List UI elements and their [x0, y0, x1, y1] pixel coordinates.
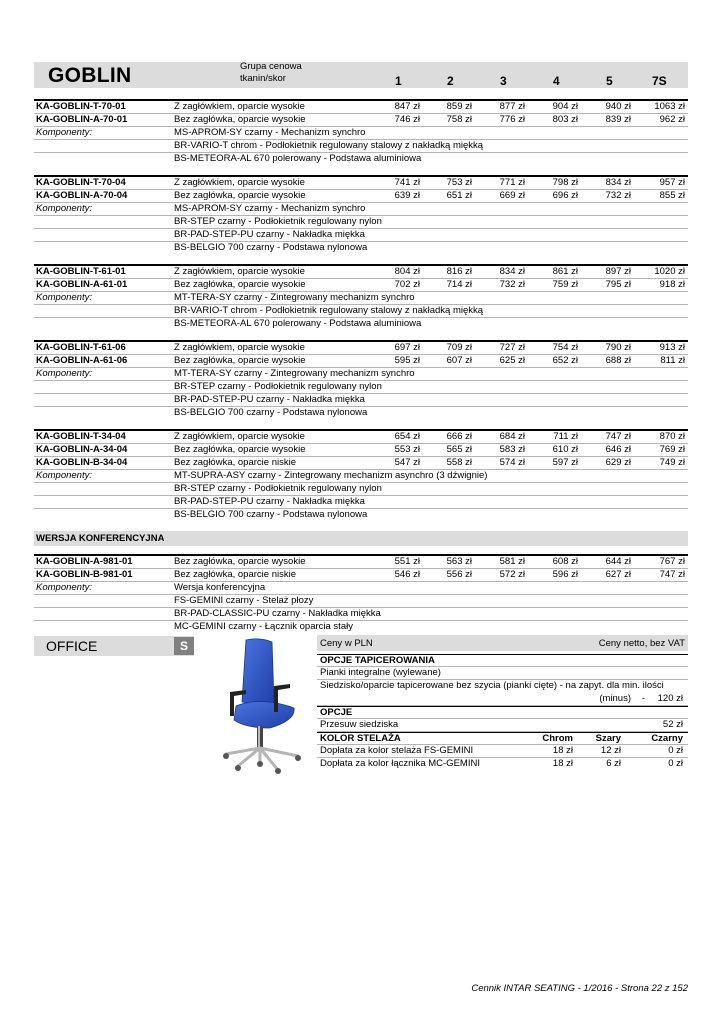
price-group-4-value: 608 zł — [552, 556, 578, 567]
price-group-4-value: 759 zł — [552, 279, 578, 290]
component-row — [34, 621, 688, 634]
price-group-5-value: 897 zł — [605, 266, 631, 277]
price-group-4-value: 803 zł — [552, 114, 578, 125]
price-group-2-value: 714 zł — [446, 279, 472, 290]
component-item: MT-TERA-SY czarny - Zintegrowany mechanizm synchro — [174, 368, 415, 379]
component-row — [34, 470, 688, 483]
product-block — [34, 175, 688, 255]
price-group-6-value: 769 zł — [659, 444, 685, 455]
product-description: Z zagłówkiem, oparcie wysokie — [174, 266, 305, 277]
frame-surcharge-black: 0 zł — [668, 745, 683, 756]
component-item: MS-APROM-SY czarny - Mechanizm synchro — [174, 203, 366, 214]
price-group-4-value: 798 zł — [552, 177, 578, 188]
product-code: KA-GOBLIN-A-981-01 — [36, 556, 133, 567]
product-block — [34, 340, 688, 420]
price-group-4-value: 596 zł — [552, 569, 578, 580]
component-row — [34, 509, 688, 522]
price-group-col-7s: 7S — [652, 74, 667, 88]
price-group-5-value: 795 zł — [605, 279, 631, 290]
product-code: KA-GOBLIN-T-61-01 — [36, 266, 126, 277]
frame-col-grey: Szary — [595, 733, 621, 744]
component-row — [34, 483, 688, 496]
frame-surcharge-chrome: 18 zł — [552, 745, 573, 756]
upholstery-cut-foam: Siedzisko/oparcie tapicerowane bez szycia (pianki cięte) - na zapyt. dla min. ilości — [320, 680, 664, 691]
price-group-5-value: 747 zł — [605, 431, 631, 442]
connector-surcharge-grey: 6 zł — [606, 758, 621, 769]
price-group-6-value: 957 zł — [659, 177, 685, 188]
price-group-3-value: 684 zł — [499, 431, 525, 442]
price-group-1-value: 847 zł — [394, 101, 420, 112]
price-group-6-value: 913 zł — [659, 342, 685, 353]
product-row — [34, 355, 688, 368]
product-description: Bez zagłówka, oparcie niskie — [174, 569, 296, 580]
price-group-1-value: 697 zł — [394, 342, 420, 353]
minus-label: (minus) — [599, 693, 631, 704]
component-row — [34, 229, 688, 242]
conference-section-bar — [34, 531, 688, 546]
series-badge: S — [174, 637, 194, 655]
price-group-col-3: 3 — [500, 74, 507, 88]
options-table — [317, 635, 688, 771]
product-description: Z zagłówkiem, oparcie wysokie — [174, 342, 305, 353]
component-item: Wersja konferencyjna — [174, 582, 266, 593]
component-item: BS-BELGIO 700 czarny - Podstawa nylonowa — [174, 242, 368, 253]
price-group-5-value: 629 zł — [605, 457, 631, 468]
component-item: MT-SUPRA-ASY czarny - Zintegrowany mechanizm asynchro (3 dźwignie) — [174, 470, 488, 481]
office-chair-image — [212, 636, 302, 774]
seat-slide-value: 52 zł — [662, 719, 683, 730]
price-group-6-value: 870 zł — [659, 431, 685, 442]
price-group-4-value: 597 zł — [552, 457, 578, 468]
options-title: OPCJE — [320, 707, 353, 718]
product-row — [34, 444, 688, 457]
price-group-3-value: 771 zł — [499, 177, 525, 188]
component-row — [34, 318, 688, 331]
product-row — [34, 190, 688, 203]
product-row — [34, 556, 688, 569]
price-group-2-value: 651 zł — [446, 190, 472, 201]
components-label: Komponenty: — [36, 203, 92, 214]
product-code: KA-GOBLIN-A-61-01 — [36, 279, 128, 290]
product-block — [34, 99, 688, 166]
page-footer: Cennik INTAR SEATING - 1/2016 - Strona 22 z 152 — [471, 983, 688, 994]
product-code: KA-GOBLIN-T-61-06 — [36, 342, 126, 353]
office-category — [34, 636, 194, 656]
product-row — [34, 342, 688, 355]
product-description: Z zagłówkiem, oparcie wysokie — [174, 431, 305, 442]
product-row — [34, 114, 688, 127]
minus-value: 120 zł — [657, 693, 683, 704]
price-group-5-value: 790 zł — [605, 342, 631, 353]
component-item: BR-VARIO-T chrom - Podłokietnik regulowany stalowy z nakładką miękką — [174, 305, 484, 316]
price-group-1-value: 595 zł — [394, 355, 420, 366]
product-description: Bez zagłówka, oparcie wysokie — [174, 114, 306, 125]
frame-surcharge-grey: 12 zł — [600, 745, 621, 756]
component-item: BS-METEORA-AL 670 polerowany - Podstawa aluminiowa — [174, 318, 422, 329]
product-code: KA-GOBLIN-A-61-06 — [36, 355, 128, 366]
upholstery-minus-row — [317, 693, 688, 706]
price-group-line-1: Grupa cenowa — [240, 61, 302, 72]
price-group-6-value: 1020 zł — [654, 266, 685, 277]
product-description: Bez zagłówka, oparcie niskie — [174, 457, 296, 468]
product-description: Bez zagłówka, oparcie wysokie — [174, 444, 306, 455]
price-group-5-value: 646 zł — [605, 444, 631, 455]
product-row — [34, 569, 688, 582]
minus-dash: - — [641, 693, 645, 704]
component-item: BR-STEP czarny - Podłokietnik regulowany nylon — [174, 381, 382, 392]
price-group-3-value: 625 zł — [499, 355, 525, 366]
product-code: KA-GOBLIN-B-34-04 — [36, 457, 128, 468]
component-row — [34, 608, 688, 621]
connector-surcharge-black: 0 zł — [668, 758, 683, 769]
frame-col-black: Czarny — [651, 733, 683, 744]
price-group-1-value: 547 zł — [394, 457, 420, 468]
price-group-3-value: 776 zł — [499, 114, 525, 125]
price-group-label — [240, 61, 302, 85]
product-code: KA-GOBLIN-B-981-01 — [36, 569, 133, 580]
price-group-col-2: 2 — [447, 74, 454, 88]
price-group-4-value: 696 zł — [552, 190, 578, 201]
product-row — [34, 266, 688, 279]
component-row — [34, 140, 688, 153]
price-group-1-value: 746 zł — [394, 114, 420, 125]
price-group-6-value: 918 zł — [659, 279, 685, 290]
upholstery-row-1 — [317, 667, 688, 680]
options-header — [317, 635, 688, 651]
components-label: Komponenty: — [36, 582, 92, 593]
product-block — [34, 554, 688, 634]
components-label: Komponenty: — [36, 292, 92, 303]
components-label: Komponenty: — [36, 127, 92, 138]
upholstery-title-row — [317, 654, 688, 667]
price-group-4-value: 711 zł — [553, 431, 578, 442]
product-code: KA-GOBLIN-A-34-04 — [36, 444, 128, 455]
product-block — [34, 429, 688, 522]
component-row — [34, 242, 688, 255]
product-description: Bez zagłówka, oparcie wysokie — [174, 279, 306, 290]
price-group-2-value: 565 zł — [446, 444, 472, 455]
product-row — [34, 101, 688, 114]
price-group-2-value: 758 zł — [446, 114, 472, 125]
product-blocks — [34, 99, 688, 643]
seat-slide-row — [317, 719, 688, 732]
product-description: Bez zagłówka, oparcie wysokie — [174, 355, 306, 366]
price-group-4-value: 861 zł — [552, 266, 578, 277]
product-family-title: GOBLIN — [48, 64, 132, 87]
product-code: KA-GOBLIN-T-70-04 — [36, 177, 126, 188]
component-item: BR-STEP czarny - Podłokietnik regulowany nylon — [174, 216, 382, 227]
price-group-2-value: 607 zł — [446, 355, 472, 366]
component-row — [34, 292, 688, 305]
price-group-1-value: 546 zł — [394, 569, 420, 580]
product-code: KA-GOBLIN-T-70-01 — [36, 101, 126, 112]
product-description: Bez zagłówka, oparcie wysokie — [174, 556, 306, 567]
price-group-2-value: 563 zł — [446, 556, 472, 567]
component-row — [34, 127, 688, 140]
component-item: MS-APROM-SY czarny - Mechanizm synchro — [174, 127, 366, 138]
product-description: Z zagłówkiem, oparcie wysokie — [174, 101, 305, 112]
components-label: Komponenty: — [36, 368, 92, 379]
price-group-6-value: 855 zł — [659, 190, 685, 201]
product-row — [34, 177, 688, 190]
frame-surcharge-label: Dopłata za kolor stelaża FS-GEMINI — [320, 745, 474, 756]
component-row — [34, 381, 688, 394]
currency-note: Ceny w PLN — [320, 638, 373, 649]
net-price-note: Ceny netto, bez VAT — [598, 638, 685, 649]
price-group-2-value: 558 zł — [446, 457, 472, 468]
frame-surcharge-row — [317, 745, 688, 758]
options-title-row — [317, 706, 688, 719]
seat-slide-label: Przesuw siedziska — [320, 719, 399, 730]
upholstery-integral-foam: Pianki integralne (wylewane) — [320, 667, 441, 678]
product-block — [34, 264, 688, 331]
price-group-3-value: 572 zł — [499, 569, 525, 580]
frame-col-chrome: Chrom — [542, 733, 573, 744]
component-item: FS-GEMINI czarny - Stelaż płozy — [174, 595, 314, 606]
price-group-5-value: 644 zł — [605, 556, 631, 567]
component-item: BS-BELGIO 700 czarny - Podstawa nylonowa — [174, 509, 368, 520]
price-group-4-value: 652 zł — [552, 355, 578, 366]
price-group-4-value: 754 zł — [552, 342, 578, 353]
price-group-5-value: 732 zł — [605, 190, 631, 201]
price-group-5-value: 839 zł — [605, 114, 631, 125]
price-group-col-1: 1 — [395, 74, 402, 88]
price-group-6-value: 749 zł — [659, 457, 685, 468]
component-item: BR-PAD-STEP-PU czarny - Nakładka miękka — [174, 394, 365, 405]
component-row — [34, 496, 688, 509]
price-table-header — [34, 62, 688, 88]
price-group-1-value: 654 zł — [394, 431, 420, 442]
price-group-5-value: 834 zł — [605, 177, 631, 188]
component-item: MC-GEMINI czarny - Łącznik oparcia stały — [174, 621, 353, 632]
price-group-3-value: 574 zł — [499, 457, 525, 468]
office-label: OFFICE — [46, 638, 98, 654]
price-group-3-value: 581 zł — [499, 556, 525, 567]
product-code: KA-GOBLIN-T-34-04 — [36, 431, 126, 442]
price-group-6-value: 811 zł — [660, 355, 685, 366]
price-group-3-value: 583 zł — [499, 444, 525, 455]
price-group-3-value: 732 zł — [499, 279, 525, 290]
component-item: BR-PAD-STEP-PU czarny - Nakładka miękka — [174, 496, 365, 507]
upholstery-title: OPCJE TAPICEROWANIA — [320, 655, 435, 666]
price-group-2-value: 816 zł — [446, 266, 472, 277]
frame-color-header-row — [317, 732, 688, 745]
product-row — [34, 431, 688, 444]
component-row — [34, 368, 688, 381]
price-group-5-value: 688 zł — [605, 355, 631, 366]
price-group-1-value: 804 zł — [394, 266, 420, 277]
price-group-6-value: 962 zł — [659, 114, 685, 125]
price-group-3-value: 727 zł — [499, 342, 525, 353]
price-group-2-value: 666 zł — [446, 431, 472, 442]
frame-color-title: KOLOR STELAŻA — [320, 733, 401, 744]
header-band — [34, 62, 688, 88]
component-row — [34, 153, 688, 166]
price-group-6-value: 747 zł — [659, 569, 685, 580]
price-group-1-value: 741 zł — [394, 177, 420, 188]
component-row — [34, 305, 688, 318]
price-group-1-value: 551 zł — [394, 556, 420, 567]
conference-section-title: WERSJA KONFERENCYJNA — [36, 533, 165, 544]
component-row — [34, 595, 688, 608]
component-item: BS-BELGIO 700 czarny - Podstawa nylonowa — [174, 407, 368, 418]
connector-surcharge-label: Dopłata za kolor łącznika MC-GEMINI — [320, 758, 480, 769]
price-group-1-value: 702 zł — [394, 279, 420, 290]
price-group-2-value: 753 zł — [446, 177, 472, 188]
price-group-5-value: 940 zł — [605, 101, 631, 112]
component-item: BR-PAD-STEP-PU czarny - Nakładka miękka — [174, 229, 365, 240]
component-item: BR-VARIO-T chrom - Podłokietnik regulowany stalowy z nakładką miękką — [174, 140, 484, 151]
product-description: Z zagłówkiem, oparcie wysokie — [174, 177, 305, 188]
connector-surcharge-row — [317, 758, 688, 771]
price-group-6-value: 767 zł — [659, 556, 685, 567]
component-item: BR-PAD-CLASSIC-PU czarny - Nakładka miękka — [174, 608, 381, 619]
product-description: Bez zagłówka, oparcie wysokie — [174, 190, 306, 201]
price-group-2-value: 859 zł — [446, 101, 472, 112]
price-group-3-value: 669 zł — [499, 190, 525, 201]
component-item: BS-METEORA-AL 670 polerowany - Podstawa aluminiowa — [174, 153, 422, 164]
price-group-col-5: 5 — [606, 74, 613, 88]
price-group-3-value: 834 zł — [499, 266, 525, 277]
price-group-line-2: tkanin/skor — [240, 73, 286, 84]
component-row — [34, 407, 688, 420]
component-row — [34, 216, 688, 229]
price-group-4-value: 904 zł — [552, 101, 578, 112]
product-code: KA-GOBLIN-A-70-04 — [36, 190, 128, 201]
product-code: KA-GOBLIN-A-70-01 — [36, 114, 128, 125]
price-group-1-value: 639 zł — [394, 190, 420, 201]
component-item: MT-TERA-SY czarny - Zintegrowany mechanizm synchro — [174, 292, 415, 303]
price-group-4-value: 610 zł — [552, 444, 578, 455]
component-row — [34, 582, 688, 595]
components-label: Komponenty: — [36, 470, 92, 481]
price-group-3-value: 877 zł — [499, 101, 525, 112]
product-row — [34, 457, 688, 470]
price-group-1-value: 553 zł — [394, 444, 420, 455]
product-row — [34, 279, 688, 292]
upholstery-row-2 — [317, 680, 688, 693]
connector-surcharge-chrome: 18 zł — [552, 758, 573, 769]
component-row — [34, 203, 688, 216]
component-row — [34, 394, 688, 407]
price-group-2-value: 556 zł — [446, 569, 472, 580]
price-group-6-value: 1063 zł — [654, 101, 685, 112]
price-group-5-value: 627 zł — [605, 569, 631, 580]
price-group-col-4: 4 — [553, 74, 560, 88]
price-group-2-value: 709 zł — [446, 342, 472, 353]
component-item: BR-STEP czarny - Podłokietnik regulowany nylon — [174, 483, 382, 494]
